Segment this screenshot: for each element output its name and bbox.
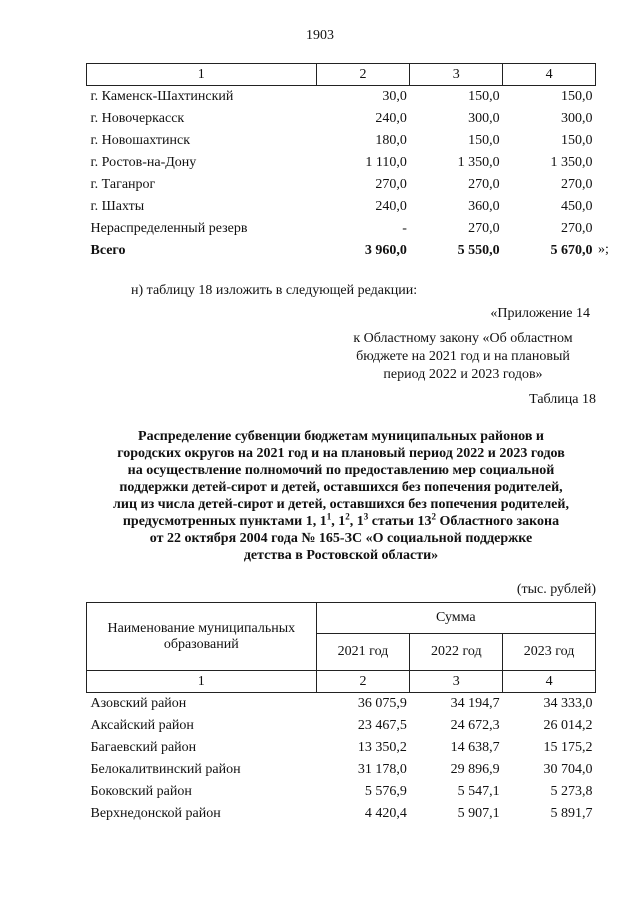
table-number-row	[87, 671, 596, 693]
row-name: г. Таганрог	[90, 177, 156, 192]
value-2022: 24 672,3	[450, 718, 500, 733]
value-2021: 31 178,0	[357, 762, 407, 777]
value-2021: 240,0	[375, 199, 407, 214]
continued-table	[86, 63, 596, 262]
value-2021: 5 576,9	[364, 784, 407, 799]
header-cell: 3	[410, 64, 503, 86]
header-year-cell: 2023 год	[503, 634, 596, 671]
value-2023: 150,0	[561, 89, 593, 104]
header-year-cell: 2022 год	[410, 634, 503, 671]
value-2023: 300,0	[561, 111, 593, 126]
law-line: к Областному закону «Об областном	[353, 331, 573, 346]
value-2023: 5 273,8	[550, 784, 593, 799]
table-header-row	[87, 64, 596, 86]
row-name: Азовский район	[90, 696, 187, 711]
row-name: Багаевский район	[90, 740, 197, 755]
value-2023: 34 333,0	[543, 696, 593, 711]
value-2023: 270,0	[561, 221, 593, 236]
number-cell: 2	[316, 671, 410, 693]
value-2022: 14 638,7	[450, 740, 500, 755]
value-2021: 23 467,5	[357, 718, 407, 733]
table-row	[87, 803, 596, 825]
value-2023: 270,0	[561, 177, 593, 192]
value-2021: 180,0	[375, 133, 407, 148]
title-line: Распределение субвенции бюджетам муниципальных районов и	[138, 429, 544, 444]
value-2022: 360,0	[468, 199, 500, 214]
value-2022: 5 547,1	[457, 784, 500, 799]
value-2021: 270,0	[375, 177, 407, 192]
appendix-label: «Приложение 14	[490, 306, 590, 321]
law-line: бюджете на 2021 год и на плановый	[356, 349, 570, 364]
value-2021: 30,0	[382, 89, 407, 104]
header-cell: 2	[316, 64, 410, 86]
subvention-table	[86, 602, 596, 825]
instruction-text: н) таблицу 18 изложить в следующей редакции:	[131, 283, 418, 298]
value-2023: 450,0	[561, 199, 593, 214]
value-2021: 240,0	[375, 111, 407, 126]
value-2022: 150,0	[468, 89, 500, 104]
table-row	[87, 108, 596, 130]
header-name-cell: Наименование муниципальных образований	[87, 603, 317, 671]
title-line: городских округов на 2021 год и на плановый период 2022 и 2023 годов	[117, 446, 565, 461]
value-2021: -	[402, 221, 407, 236]
value-2021: 4 420,4	[364, 806, 407, 821]
value-2022: 1 350,0	[457, 155, 500, 170]
row-name: г. Новочеркасск	[90, 111, 185, 126]
title-line: лиц из числа детей-сирот и детей, оставшихся без попечения родителей,	[113, 497, 569, 512]
table-title	[86, 428, 596, 564]
table-row	[87, 196, 596, 218]
value-2022: 150,0	[468, 133, 500, 148]
header-sum-cell: Сумма	[316, 603, 595, 634]
value-2022: 270,0	[468, 177, 500, 192]
total-2023: 5 670,0	[550, 243, 593, 258]
header-year-cell: 2021 год	[316, 634, 410, 671]
value-2023: 15 175,2	[543, 740, 593, 755]
number-cell: 1	[87, 671, 317, 693]
title-line: предусмотренных пунктами 1, $1^1$, $1^2$, $1^3$ статьи $13^2$ Областного закона	[122, 511, 560, 529]
quote-close: »;	[598, 242, 609, 257]
row-name: Верхнедонской район	[90, 806, 221, 821]
value-2023: 26 014,2	[543, 718, 593, 733]
value-2021: 36 075,9	[357, 696, 407, 711]
table-row	[87, 130, 596, 152]
value-2022: 5 907,1	[457, 806, 500, 821]
table-row	[87, 715, 596, 737]
row-name: Аксайский район	[90, 718, 194, 733]
table-row	[87, 737, 596, 759]
table-label: Таблица 18	[529, 392, 596, 407]
row-name: Боковский район	[90, 784, 192, 799]
units-label: (тыс. рублей)	[516, 582, 596, 597]
title-line: на осуществление полномочий по предоставлению мер социальной	[127, 463, 555, 478]
total-2021: 3 960,0	[364, 243, 407, 258]
table-row	[87, 781, 596, 803]
header-cell: 4	[503, 64, 596, 86]
table-row	[87, 759, 596, 781]
value-2023: 5 891,7	[550, 806, 593, 821]
value-2022: 300,0	[468, 111, 500, 126]
row-name: Белокалитвинский район	[90, 762, 241, 777]
row-name: г. Каменск-Шахтинский	[90, 89, 234, 104]
title-line: поддержки детей-сирот и детей, оставшихся без попечения родителей,	[119, 480, 563, 495]
title-line: детства в Ростовской области»	[243, 548, 439, 563]
table-row	[87, 174, 596, 196]
value-2022: 270,0	[468, 221, 500, 236]
total-2022: 5 550,0	[457, 243, 500, 258]
total-row	[87, 240, 596, 262]
row-name: Нераспределенный резерв	[90, 221, 248, 236]
value-2022: 29 896,9	[450, 762, 500, 777]
row-name: г. Ростов-на-Дону	[90, 155, 197, 170]
table-header-row	[87, 603, 596, 634]
value-2021: 1 110,0	[365, 155, 407, 170]
value-2023: 150,0	[561, 133, 593, 148]
value-2021: 13 350,2	[357, 740, 407, 755]
row-name: г. Новошахтинск	[90, 133, 191, 148]
value-2023: 30 704,0	[543, 762, 593, 777]
value-2023: 1 350,0	[550, 155, 593, 170]
total-label: Всего	[90, 243, 126, 258]
table-row	[87, 152, 596, 174]
number-cell: 4	[503, 671, 596, 693]
law-reference	[336, 330, 590, 384]
page-number: 1903	[306, 28, 334, 43]
table-row	[87, 218, 596, 240]
law-line: период 2022 и 2023 годов»	[383, 367, 543, 382]
value-2022: 34 194,7	[450, 696, 500, 711]
title-line: от 22 октября 2004 года № 165-ЗС «О социальной поддержке	[149, 531, 533, 546]
table-row	[87, 693, 596, 716]
row-name: г. Шахты	[90, 199, 145, 214]
number-cell: 3	[410, 671, 503, 693]
header-cell: 1	[87, 64, 317, 86]
table-row	[87, 86, 596, 109]
